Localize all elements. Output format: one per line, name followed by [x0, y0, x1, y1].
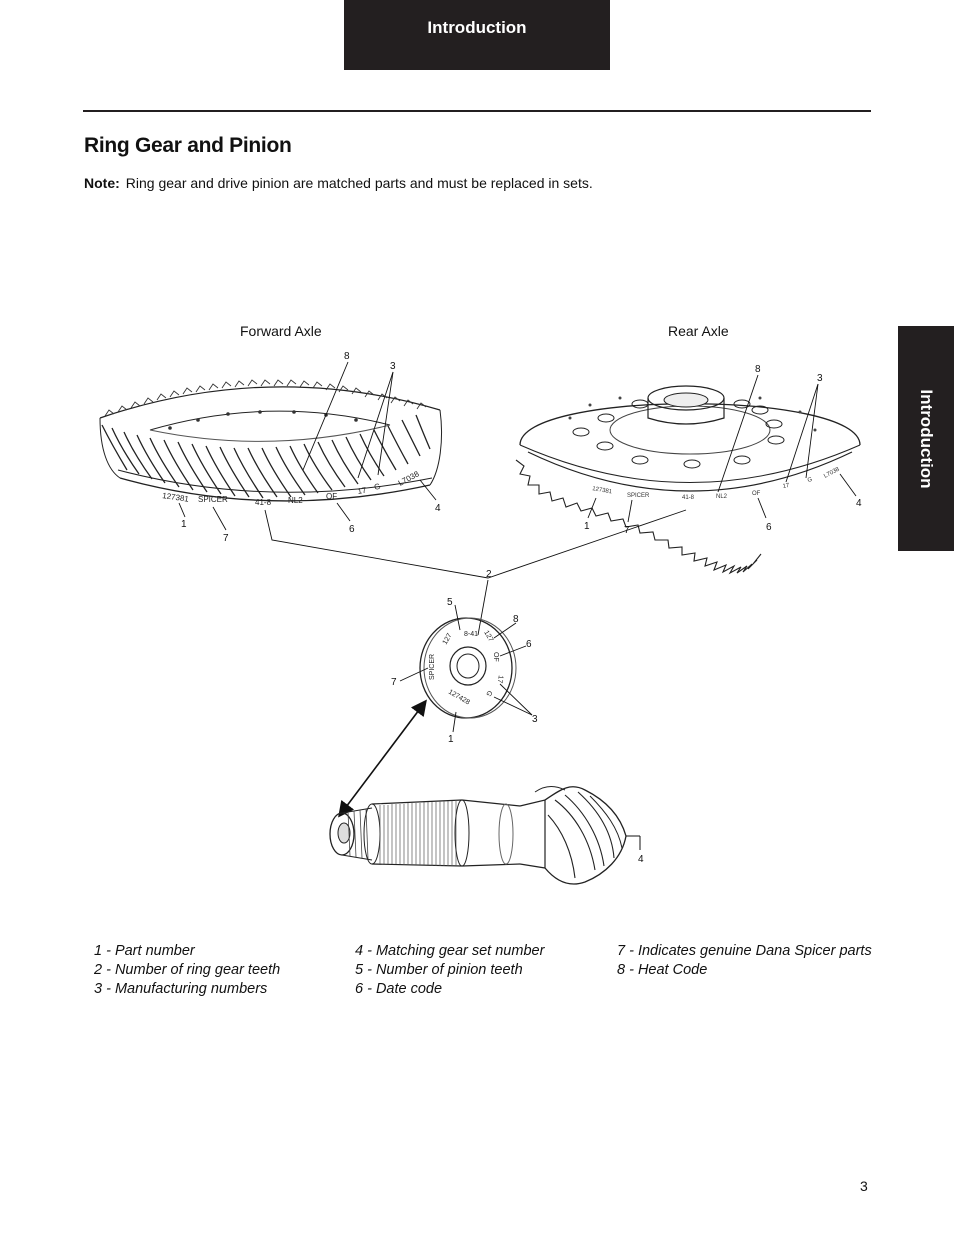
f-mark-code2: OF — [326, 492, 338, 501]
f-callout-4: 4 — [435, 503, 441, 514]
side-tab-label: Introduction — [917, 388, 936, 489]
legend-item: 1 - Part number — [94, 943, 195, 959]
f-callout-6: 6 — [349, 524, 355, 535]
legend-item: 5 - Number of pinion teeth — [355, 962, 523, 978]
rear-axle-label: Rear Axle — [668, 323, 729, 339]
r-mark-part: 127381 — [591, 486, 613, 496]
r-callout-1: 1 — [584, 521, 590, 532]
legend-item: 8 - Heat Code — [617, 962, 708, 978]
p-callout-2: 2 — [486, 569, 492, 580]
pinion-face-markings — [429, 630, 504, 707]
r-callout-6: 6 — [766, 522, 772, 533]
f-callout-7: 7 — [223, 533, 229, 544]
legend-item: 3 - Manufacturing numbers — [94, 981, 268, 997]
p-callout-8: 8 — [513, 614, 519, 625]
p-callout-5: 5 — [447, 597, 453, 608]
f-mark-part: 127381 — [161, 491, 190, 504]
r-callout-7: 7 — [624, 525, 630, 536]
legend-item: 2 - Number of ring gear teeth — [94, 962, 281, 978]
p-mark-teeth: 8-41 — [464, 631, 479, 638]
r-mark-code4: G — [806, 476, 814, 484]
legend-col-3 — [617, 942, 872, 980]
legend-item: 6 - Date code — [355, 981, 443, 997]
forward-ring-gear — [100, 380, 442, 501]
f-callout-8: 8 — [344, 351, 350, 362]
forward-axle-label: Forward Axle — [240, 323, 322, 339]
f-mark-code3: 17 — [356, 485, 368, 496]
rear-callouts — [584, 364, 862, 536]
legend-item: 7 - Indicates genuine Dana Spicer parts — [617, 943, 872, 959]
legend-col-2 — [355, 942, 544, 999]
double-arrow — [340, 702, 425, 815]
teeth-count-leaders — [265, 510, 686, 635]
p-mark-e: G — [484, 688, 494, 698]
p-mark-brand: SPICER — [429, 653, 436, 680]
f-mark-code4: G — [373, 481, 382, 492]
p-mark-a: 127 — [441, 632, 454, 646]
header-tab-label: Introduction — [427, 18, 527, 37]
f-callout-3: 3 — [390, 361, 396, 372]
legend-item: 4 - Matching gear set number — [355, 943, 545, 959]
pin-callout-4: 4 — [638, 854, 644, 865]
f-mark-set: L7038 — [396, 469, 421, 488]
r-mark-code1: NL2 — [716, 494, 728, 500]
r-callout-4: 4 — [856, 498, 862, 509]
p-mark-part: 127428 — [447, 688, 471, 707]
r-mark-set: L7038 — [823, 466, 841, 480]
p-callout-1: 1 — [448, 734, 454, 745]
p-callout-6: 6 — [526, 639, 532, 650]
note-text: Ring gear and drive pinion are matched parts and must be replaced in sets. — [125, 175, 593, 191]
r-mark-teeth: 41-8 — [682, 495, 695, 501]
legend-col-1 — [94, 942, 280, 999]
p-callout-7: 7 — [391, 677, 397, 688]
r-mark-code2: OF — [752, 491, 761, 497]
r-callout-3: 3 — [817, 373, 823, 384]
r-mark-brand: SPICER — [627, 493, 650, 499]
note-label: Note: — [84, 175, 120, 191]
section-title: Ring Gear and Pinion — [84, 134, 292, 157]
p-mark-c: OF — [492, 652, 499, 662]
page-number: 3 — [860, 1178, 868, 1194]
f-callout-1: 1 — [181, 519, 187, 530]
p-mark-b: 127 — [482, 629, 495, 644]
f-mark-teeth: 41-8 — [255, 498, 272, 507]
f-mark-code1: NL2 — [288, 496, 303, 505]
p-callout-3: 3 — [532, 714, 538, 725]
f-mark-brand: SPICER — [198, 495, 228, 504]
drive-pinion — [330, 786, 640, 884]
r-callout-8: 8 — [755, 364, 761, 375]
r-mark-code3: 17 — [782, 482, 790, 490]
p-mark-d: 17 — [495, 674, 504, 684]
